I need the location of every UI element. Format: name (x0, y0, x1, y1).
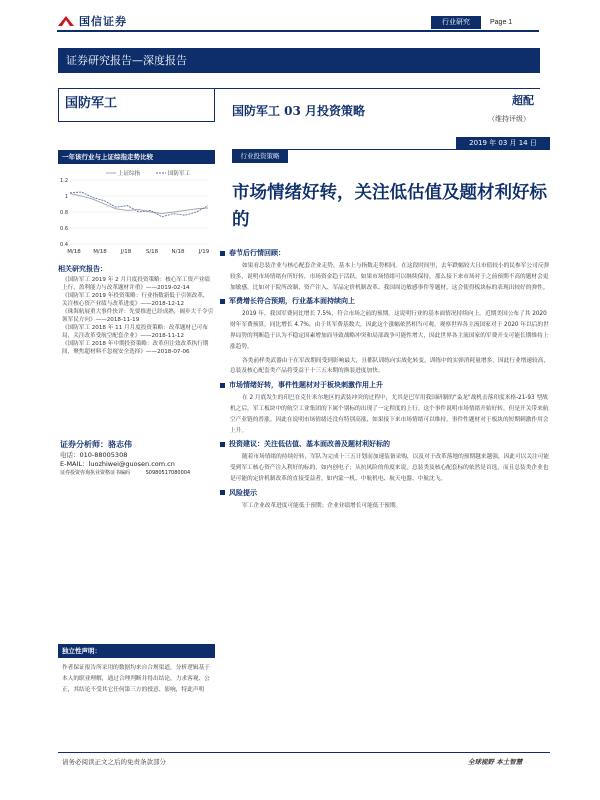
independence-statement: 作者保证报告所采用的数据均来自合规渠道，分析逻辑基于本人的职业理解，通过合理判断并得出结论，力求客观、公正，其结论不受其它任何第三方的授意、影响，特此声明 (62, 665, 210, 693)
x-tick-label: M/18 (93, 249, 107, 255)
logo-mark-icon (57, 14, 75, 28)
headline: 市场情绪好转，关注低估值及题材利好标的 (232, 183, 547, 230)
related-report-item: 《国防军工 2018 年 11 月月度投资策略：改革题材已可布局，关注改革受航空配套企业》——2018-11-12 (62, 325, 208, 339)
y-tick-label: 1.2 (60, 178, 68, 184)
section-title-text: 风险提示 (229, 488, 257, 497)
square-bullet-icon (220, 251, 225, 256)
x-tick-label: J/19 (198, 249, 210, 255)
section-title-text: 春节后行情回顾： (229, 249, 285, 257)
x-tick-label: M/18 (67, 249, 81, 255)
x-tick-label: S/18 (145, 249, 159, 255)
report-date: 2019 年 03 月 14 日 (456, 137, 550, 150)
main-content (220, 248, 550, 515)
section-title-text: 军费增长符合预期，行业基本面持续向上 (229, 297, 355, 306)
content-section (220, 380, 550, 436)
chart-heading: 一年该行业与上证综指走势比较 (58, 150, 215, 164)
series-line-1 (70, 192, 208, 217)
section-paragraph: 如果看总装企业与核心配套企业走势，基本上与指数走势相同。在这段时间里，去年跌幅较大且市值较小的民参军公司反弹较多，说明市场情绪有所好转，市场资金趋于活跃。如果市场情绪可以继续保持，那么接下来市场对于之前预期不高的题材会更加敏感，比如对于院所改制、资产注入、军品定价机制改革、我国周边敏感事件等题材，这会使得板块标的表现出较好的弹性。 (230, 263, 550, 291)
company-name: 国信证券 (79, 15, 127, 28)
section-title-text: 市场情绪好转，事件性题材对于板块刺激作用上升 (229, 381, 383, 390)
section-paragraph: 随着市场情绪的持续好转，军队为完成十三五计划而加速装备采购，以及对于改革落地的预期越来越强，因此可以关注可能受到军工核心资产注入利好的标的，如内创电子；从抗风险的角度来说，总装类及核心配套标的依然是首选，而且总装类企业也是可能的定价机制改革的直接受益者，如内蒙一机、中航机电、航天电器、中航沈飞。 (230, 454, 550, 482)
content-section (220, 248, 550, 293)
rating: 超配 (512, 94, 534, 107)
y-tick-label: 0.4 (60, 242, 68, 248)
section-title-text: 投资建议：关注低估值、基本面改善及题材利好标的 (229, 440, 390, 449)
analyst-license: 证券投资咨询执业资格证书编码 S0980517080004 (60, 470, 191, 476)
section-title (220, 296, 550, 306)
section-title (220, 439, 550, 449)
content-section (220, 488, 550, 512)
footer-slogan: 全球视野 本土智慧 (468, 758, 523, 766)
square-bullet-icon (220, 442, 225, 447)
analyst-block (60, 440, 220, 478)
related-report-item: 《珠海航展重大事件快评：先要推进已经成熟，阔步大千令引领军民方向》——2018-11-19 (62, 309, 214, 323)
related-report-item: 《国防军工 2019 年投资策略：行业指数新低于引领改革，关注核心资产业绩与改革进度》——2018-12-12 (62, 293, 209, 307)
company-logo (57, 13, 127, 29)
index-comparison-chart (58, 166, 215, 262)
y-tick-label: 1 (64, 194, 68, 200)
section-paragraph: 2019 年，我国军费同比增长 7.5%，符合市场之前的预期。这说明行业的基本面情况持续向上。近期美国公布了其 2020 财年军费预算，同比增长 4.7%。由于其军费基数大，因此这个涨幅依然相当可观。观察世界各主流国家对于 2020 年以后的世界局势的判断趋于认为不稳定因素增加而导致战略冲突和局部战争可能性增大，因此世界各主流国家的军费开支可能长期维持上涨趋势。 (230, 311, 549, 350)
analyst-phone: 电话：010-88005308 (60, 451, 128, 459)
section-title (220, 248, 550, 258)
analyst-email[interactable]: E-MAIL：luozhiwei@guosen.com.cn (60, 460, 175, 468)
section-paragraph: 军工企业改革进度可能低于预期；企业业绩增长可能低于预期。 (242, 502, 402, 509)
square-bullet-icon (220, 383, 225, 388)
rating-note: （维持评级） (488, 115, 530, 123)
related-report-item: 《国防军工 2019 年 2 月月度投资策略：核心军工资产业绩上行，盈利能力与改革题材并重》——2019-02-14 (62, 277, 210, 291)
footer-disclaimer: 请务必阅读正文之后的免责条款部分 (62, 758, 166, 766)
report-title: 国防军工 03 月投资策略 (232, 104, 366, 118)
footer-rule (58, 752, 550, 753)
report-banner: 证券研究报告—深度报告 (58, 48, 540, 73)
content-section (220, 296, 550, 377)
header-tag: 行业研究 (431, 16, 481, 29)
x-tick-label: N/18 (171, 249, 185, 255)
page-number: Page 1 (490, 19, 513, 26)
section-title (220, 380, 550, 390)
independence-heading: 独立性声明： (58, 644, 215, 658)
related-reports-title: 相关研究报告： (58, 265, 107, 273)
square-bullet-icon (220, 490, 225, 495)
y-tick-label: 0.6 (60, 226, 68, 232)
related-reports-list (62, 276, 214, 356)
legend-label: 上证综指 (118, 171, 141, 177)
industry-tag: 行业投资策略 (232, 150, 288, 163)
x-tick-label: J/18 (120, 249, 132, 255)
top-rule (57, 30, 539, 32)
sector-label: 国防军工 (58, 89, 215, 122)
section-title (220, 488, 550, 498)
legend-label: 国防军工 (168, 171, 191, 177)
section-paragraph: 各类前样类武器由于在军改期间受到影响最大，且都队训练向实战化转变，训练中的实弹消耗量增多，因此行业增速较高，总装及核心配套类产品将受益于十三五末期的换装进度加快。 (230, 357, 550, 375)
square-bullet-icon (220, 299, 225, 304)
content-section (220, 439, 550, 484)
related-report-item: 《国防军工 2018 年中期投资策略：改革但注效改革执行期间，聚焦超材料不忽视安全选择》——2018-07-06 (62, 341, 209, 355)
analyst-name: 证券分析师：骆志伟 (60, 440, 132, 449)
y-tick-label: 0.8 (60, 210, 68, 216)
section-paragraph: 在 2 月底发生的印巴在克什米尔地区的武装冲突的过程中，尤其是巴军用我国研制的"枭龙"战机击落印度米格-21-93 型战机之后，军工板块中的航空工业集团的下属个别标的出现了一定程度的上行。这个事件说明市场情绪开始好转，但是开关带来航空产业链的普涨。因此在说明市场情绪还没有特别高涨，如果接下来市场情绪可以维持，事件性题材对于板块的短期刺激作用会上升。 (230, 395, 549, 434)
